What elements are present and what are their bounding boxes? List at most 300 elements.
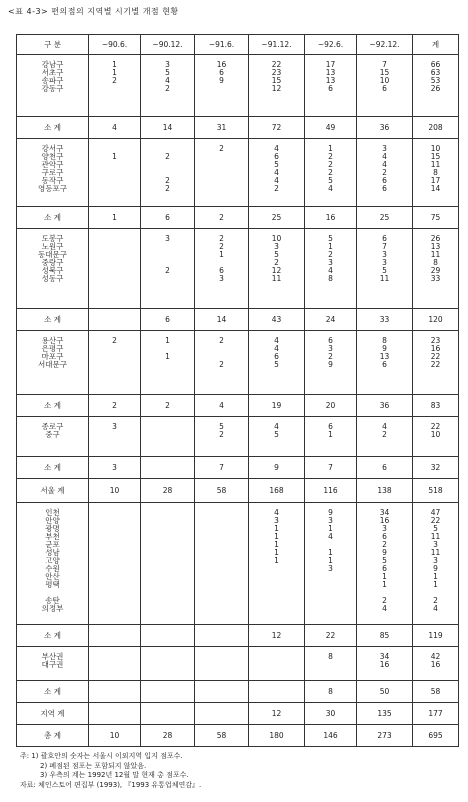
cell-value: 2 — [219, 336, 224, 345]
cell-value: 2 — [274, 258, 279, 267]
district-name: 양천구 — [41, 152, 64, 161]
district-name: 안산 — [45, 572, 60, 581]
row-label: 소 계 — [17, 117, 89, 139]
cell-values — [413, 331, 459, 395]
cell-value: 4 — [274, 422, 279, 431]
cell-values — [141, 139, 195, 207]
cell-value: 4 — [165, 76, 170, 85]
subtotal-row — [17, 479, 459, 503]
cell-value: 12 — [249, 703, 305, 725]
cell-value: 2 — [141, 395, 195, 417]
cell-values — [195, 229, 249, 309]
cell-values — [305, 647, 357, 681]
cell-value: 1 — [112, 60, 117, 69]
cell-value: 3 — [382, 144, 387, 153]
cell-value: 5 — [328, 176, 333, 185]
district-name: 송탄 — [45, 596, 60, 605]
cell-value: 4 — [274, 508, 279, 517]
cell-values — [89, 229, 141, 309]
cell-value: 22 — [305, 625, 357, 647]
cell-value: 75 — [413, 207, 459, 229]
cell-value: 4 — [274, 168, 279, 177]
cell-value: 4 — [328, 532, 333, 541]
cell-value: 4 — [274, 144, 279, 153]
cell-values — [305, 417, 357, 457]
cell-value: 3 — [328, 344, 333, 353]
subtotal-row — [17, 703, 459, 725]
cell-values — [249, 331, 305, 395]
cell-value — [195, 625, 249, 647]
cell-value: 119 — [413, 625, 459, 647]
cell-value: 72 — [249, 117, 305, 139]
cell-value: 10 — [89, 479, 141, 503]
cell-value: 15 — [271, 76, 282, 85]
cell-value: 5 — [382, 266, 387, 275]
cell-value: 5 — [165, 68, 170, 77]
district-name: 부산권 — [41, 652, 64, 661]
district-names — [17, 417, 89, 457]
cell-value: 14 — [141, 117, 195, 139]
cell-value: 12 — [271, 266, 282, 275]
cell-value — [89, 309, 141, 331]
cell-values — [195, 139, 249, 207]
district-name: 송파구 — [41, 76, 64, 85]
cell-value — [249, 681, 305, 703]
cell-values — [357, 139, 413, 207]
cell-value: 2 — [165, 266, 170, 275]
cell-value: 83 — [413, 395, 459, 417]
cell-value: 16 — [379, 516, 390, 525]
cell-value: 4 — [89, 117, 141, 139]
cell-values — [249, 139, 305, 207]
cell-value: 4 — [328, 184, 333, 193]
cell-value: 3 — [382, 250, 387, 259]
cell-values — [195, 647, 249, 681]
district-name: 고양 — [45, 556, 60, 565]
cell-value: 42 — [430, 652, 441, 661]
cell-value: 5 — [274, 430, 279, 439]
cell-value: 23 — [271, 68, 282, 77]
cell-value: 10 — [430, 144, 441, 153]
cell-value: 10 — [430, 430, 441, 439]
cell-value: 50 — [357, 681, 413, 703]
cell-value: 1 — [328, 524, 333, 533]
district-group-row — [17, 55, 459, 117]
district-name: 용산구 — [41, 336, 64, 345]
cell-value: 1 — [219, 250, 224, 259]
cell-values — [357, 55, 413, 117]
footnote: 3) 우측의 계는 1992년 12월 말 현재 총 점포수. — [40, 771, 189, 779]
cell-value: 66 — [430, 60, 441, 69]
cell-value: 16 — [430, 660, 441, 669]
cell-value — [195, 681, 249, 703]
cell-value: 33 — [430, 274, 441, 283]
cell-value: 3 — [165, 234, 170, 243]
column-header: ~91.6. — [195, 35, 249, 55]
cell-value: 2 — [165, 176, 170, 185]
cell-value: 5 — [274, 360, 279, 369]
cell-values — [413, 229, 459, 309]
source-note: 자료: 체인스토어 편집부 (1993), 『1993 유통업체연감』. — [20, 780, 202, 789]
cell-value: 6 — [357, 457, 413, 479]
cell-value: 22 — [430, 516, 441, 525]
district-name: 성북구 — [41, 266, 64, 275]
cell-value — [89, 625, 141, 647]
row-label: 총 계 — [17, 725, 89, 747]
cell-value: 1 — [433, 572, 438, 581]
district-name: 강동구 — [41, 84, 64, 93]
cell-value: 23 — [430, 336, 441, 345]
cell-value: 4 — [328, 266, 333, 275]
cell-value: 120 — [413, 309, 459, 331]
cell-value: 1 — [328, 430, 333, 439]
cell-value: 4 — [274, 344, 279, 353]
cell-value: 6 — [141, 309, 195, 331]
cell-values — [141, 503, 195, 625]
cell-value — [141, 457, 195, 479]
district-group-row — [17, 503, 459, 625]
cell-value: 22 — [430, 422, 441, 431]
cell-value: 5 — [219, 422, 224, 431]
district-names — [17, 55, 89, 117]
cell-value: 135 — [357, 703, 413, 725]
cell-value — [141, 703, 195, 725]
cell-values — [141, 331, 195, 395]
cell-value: 273 — [357, 725, 413, 747]
cell-values — [89, 647, 141, 681]
cell-values — [141, 55, 195, 117]
cell-value: 4 — [382, 160, 387, 169]
cell-value: 2 — [328, 152, 333, 161]
cell-values — [249, 503, 305, 625]
cell-value: 4 — [382, 152, 387, 161]
district-names — [17, 331, 89, 395]
cell-value: 22 — [271, 60, 282, 69]
cell-value: 2 — [274, 184, 279, 193]
cell-value: 7 — [382, 242, 387, 251]
cell-value: 1 — [112, 152, 117, 161]
cell-value: 208 — [413, 117, 459, 139]
cell-values — [413, 647, 459, 681]
column-header: ~92.6. — [305, 35, 357, 55]
district-name: 은평구 — [41, 344, 64, 353]
cell-value: 695 — [413, 725, 459, 747]
cell-value: 19 — [249, 395, 305, 417]
cell-value: 8 — [328, 652, 333, 661]
cell-value: 138 — [357, 479, 413, 503]
cell-value: 2 — [382, 540, 387, 549]
cell-value: 17 — [325, 60, 336, 69]
cell-value: 1 — [112, 68, 117, 77]
cell-value: 1 — [274, 548, 279, 557]
cell-value: 7 — [382, 60, 387, 69]
cell-value: 6 — [328, 84, 333, 93]
subtotal-row — [17, 725, 459, 747]
cell-value: 9 — [433, 564, 438, 573]
cell-values — [89, 331, 141, 395]
cell-value: 2 — [328, 250, 333, 259]
cell-values — [195, 503, 249, 625]
district-name: 관악구 — [41, 160, 64, 169]
cell-value: 28 — [141, 479, 195, 503]
cell-values — [141, 647, 195, 681]
cell-values — [413, 139, 459, 207]
cell-value: 6 — [382, 184, 387, 193]
cell-value: 1 — [382, 572, 387, 581]
cell-values — [89, 55, 141, 117]
cell-value: 2 — [382, 430, 387, 439]
cell-value — [195, 703, 249, 725]
cell-values — [413, 55, 459, 117]
district-group-row — [17, 139, 459, 207]
district-name: 대구권 — [41, 660, 64, 669]
cell-value: 11 — [271, 274, 282, 283]
cell-value: 15 — [430, 152, 441, 161]
cell-value — [141, 625, 195, 647]
cell-value: 58 — [195, 725, 249, 747]
cell-value: 2 — [89, 395, 141, 417]
table-title: <표 4-3> 편의점의 지역별 시기별 개점 현황 — [8, 7, 179, 16]
cell-value: 1 — [328, 242, 333, 251]
cell-value: 10 — [271, 234, 282, 243]
cell-value: 1 — [433, 580, 438, 589]
cell-value: 28 — [141, 725, 195, 747]
district-names — [17, 503, 89, 625]
cell-value: 85 — [357, 625, 413, 647]
district-names — [17, 647, 89, 681]
subtotal-row — [17, 395, 459, 417]
cell-value: 36 — [357, 117, 413, 139]
cell-value: 3 — [433, 556, 438, 565]
subtotal-row — [17, 625, 459, 647]
cell-value: 6 — [382, 176, 387, 185]
district-name: 서대문구 — [38, 360, 67, 369]
cell-values — [89, 139, 141, 207]
cell-value: 3 — [382, 524, 387, 533]
cell-value: 1 — [274, 540, 279, 549]
cell-value: 2 — [328, 160, 333, 169]
cell-value: 5 — [328, 234, 333, 243]
cell-value: 22 — [430, 352, 441, 361]
cell-value: 24 — [305, 309, 357, 331]
cell-value: 16 — [430, 344, 441, 353]
cell-value — [141, 681, 195, 703]
subtotal-row — [17, 207, 459, 229]
cell-value: 2 — [219, 360, 224, 369]
district-name: 마포구 — [41, 352, 64, 361]
cell-values — [305, 55, 357, 117]
cell-value: 1 — [328, 144, 333, 153]
cell-value: 4 — [433, 604, 438, 613]
district-name: 중구 — [45, 430, 60, 439]
row-label: 소 계 — [17, 395, 89, 417]
cell-value: 11 — [430, 250, 441, 259]
cell-values — [357, 331, 413, 395]
cell-values — [357, 503, 413, 625]
row-label: 소 계 — [17, 681, 89, 703]
cell-value: 5 — [433, 524, 438, 533]
cell-value: 1 — [165, 336, 170, 345]
cell-value: 6 — [274, 152, 279, 161]
cell-value: 2 — [112, 336, 117, 345]
row-label: 소 계 — [17, 309, 89, 331]
cell-value: 3 — [328, 258, 333, 267]
cell-value: 25 — [249, 207, 305, 229]
cell-value: 5 — [274, 250, 279, 259]
cell-value: 14 — [195, 309, 249, 331]
cell-values — [141, 417, 195, 457]
cell-value: 13 — [325, 76, 336, 85]
subtotal-row — [17, 681, 459, 703]
district-name: 인천 — [45, 508, 60, 517]
cell-value: 2 — [219, 242, 224, 251]
cell-value: 2 — [165, 184, 170, 193]
cell-value: 3 — [328, 564, 333, 573]
district-name: 부천 — [45, 532, 60, 541]
cell-values — [195, 55, 249, 117]
cell-value: 36 — [357, 395, 413, 417]
cell-value: 11 — [430, 532, 441, 541]
cell-value: 13 — [430, 242, 441, 251]
footnote: 주: 1) 괄호안의 숫자는 서울시 이외지역 입지 점포수. — [20, 752, 183, 760]
cell-value: 33 — [357, 309, 413, 331]
cell-value: 12 — [249, 625, 305, 647]
cell-values — [249, 229, 305, 309]
cell-value: 3 — [274, 242, 279, 251]
cell-value: 8 — [382, 336, 387, 345]
row-label: 소 계 — [17, 625, 89, 647]
cell-value: 34 — [379, 652, 390, 661]
cell-value: 6 — [382, 564, 387, 573]
cell-value: 168 — [249, 479, 305, 503]
cell-values — [413, 417, 459, 457]
district-name: 종로구 — [41, 422, 64, 431]
cell-value: 7 — [195, 457, 249, 479]
district-name: 성동구 — [41, 274, 64, 283]
cell-value: 8 — [433, 258, 438, 267]
column-header: 계 — [413, 35, 459, 55]
cell-value: 116 — [305, 479, 357, 503]
district-name: 영등포구 — [38, 184, 67, 193]
cell-value: 2 — [328, 352, 333, 361]
cell-value: 30 — [305, 703, 357, 725]
cell-value: 4 — [274, 336, 279, 345]
district-names — [17, 139, 89, 207]
cell-value: 6 — [382, 84, 387, 93]
cell-value: 3 — [382, 258, 387, 267]
cell-value: 6 — [382, 532, 387, 541]
cell-value: 1 — [89, 207, 141, 229]
cell-value: 1 — [382, 580, 387, 589]
cell-value: 9 — [382, 548, 387, 557]
cell-value: 3 — [274, 516, 279, 525]
cell-values — [195, 417, 249, 457]
footnotes — [20, 752, 201, 790]
cell-value: 1 — [328, 556, 333, 565]
cell-value: 146 — [305, 725, 357, 747]
cell-value: 3 — [433, 540, 438, 549]
district-name: 노원구 — [41, 242, 64, 251]
cell-value: 20 — [305, 395, 357, 417]
cell-value — [89, 703, 141, 725]
cell-value: 2 — [382, 168, 387, 177]
cell-value: 11 — [430, 548, 441, 557]
district-group-row — [17, 331, 459, 395]
cell-value: 8 — [305, 681, 357, 703]
store-openings-table — [16, 34, 459, 747]
cell-value: 22 — [430, 360, 441, 369]
district-name: 동대문구 — [38, 250, 67, 259]
cell-value: 9 — [382, 344, 387, 353]
cell-value: 3 — [112, 422, 117, 431]
cell-value: 9 — [328, 508, 333, 517]
cell-value: 34 — [379, 508, 390, 517]
cell-value: 13 — [379, 352, 390, 361]
cell-value: 6 — [219, 266, 224, 275]
cell-value: 5 — [382, 556, 387, 565]
cell-value: 2 — [195, 207, 249, 229]
cell-values — [357, 647, 413, 681]
cell-value: 9 — [249, 457, 305, 479]
cell-value: 1 — [274, 532, 279, 541]
cell-value: 2 — [433, 596, 438, 605]
cell-value: 1 — [274, 556, 279, 565]
cell-value: 2 — [165, 152, 170, 161]
footnote: 2) 폐점된 점포는 포함되지 않았음. — [40, 761, 147, 770]
cell-value: 32 — [413, 457, 459, 479]
cell-value: 2 — [382, 596, 387, 605]
cell-value: 8 — [328, 274, 333, 283]
district-name: 군포 — [45, 540, 60, 549]
cell-value: 14 — [430, 184, 441, 193]
district-name: 서초구 — [41, 68, 64, 77]
district-name: 동작구 — [41, 176, 64, 185]
cell-value — [89, 681, 141, 703]
subtotal-row — [17, 457, 459, 479]
cell-value: 4 — [274, 176, 279, 185]
cell-value: 6 — [328, 336, 333, 345]
cell-value: 3 — [165, 60, 170, 69]
district-name: 광명 — [45, 524, 60, 533]
cell-values — [413, 503, 459, 625]
district-group-row — [17, 229, 459, 309]
cell-value: 2 — [219, 234, 224, 243]
cell-values — [357, 229, 413, 309]
cell-values — [305, 503, 357, 625]
cell-values — [249, 55, 305, 117]
cell-values — [357, 417, 413, 457]
cell-value: 177 — [413, 703, 459, 725]
cell-value: 1 — [328, 548, 333, 557]
district-names — [17, 229, 89, 309]
cell-value: 6 — [274, 352, 279, 361]
cell-value: 2 — [219, 144, 224, 153]
cell-value: 9 — [328, 360, 333, 369]
cell-value: 16 — [216, 60, 227, 69]
cell-value: 6 — [219, 68, 224, 77]
cell-value: 8 — [433, 168, 438, 177]
cell-value: 2 — [219, 430, 224, 439]
cell-values — [89, 503, 141, 625]
cell-value: 15 — [379, 68, 390, 77]
column-header: ~92.12. — [357, 35, 413, 55]
cell-value: 10 — [379, 76, 390, 85]
column-header: ~91.12. — [249, 35, 305, 55]
cell-value: 12 — [271, 84, 282, 93]
table-body — [17, 55, 459, 747]
cell-value: 3 — [89, 457, 141, 479]
cell-value: 6 — [382, 360, 387, 369]
